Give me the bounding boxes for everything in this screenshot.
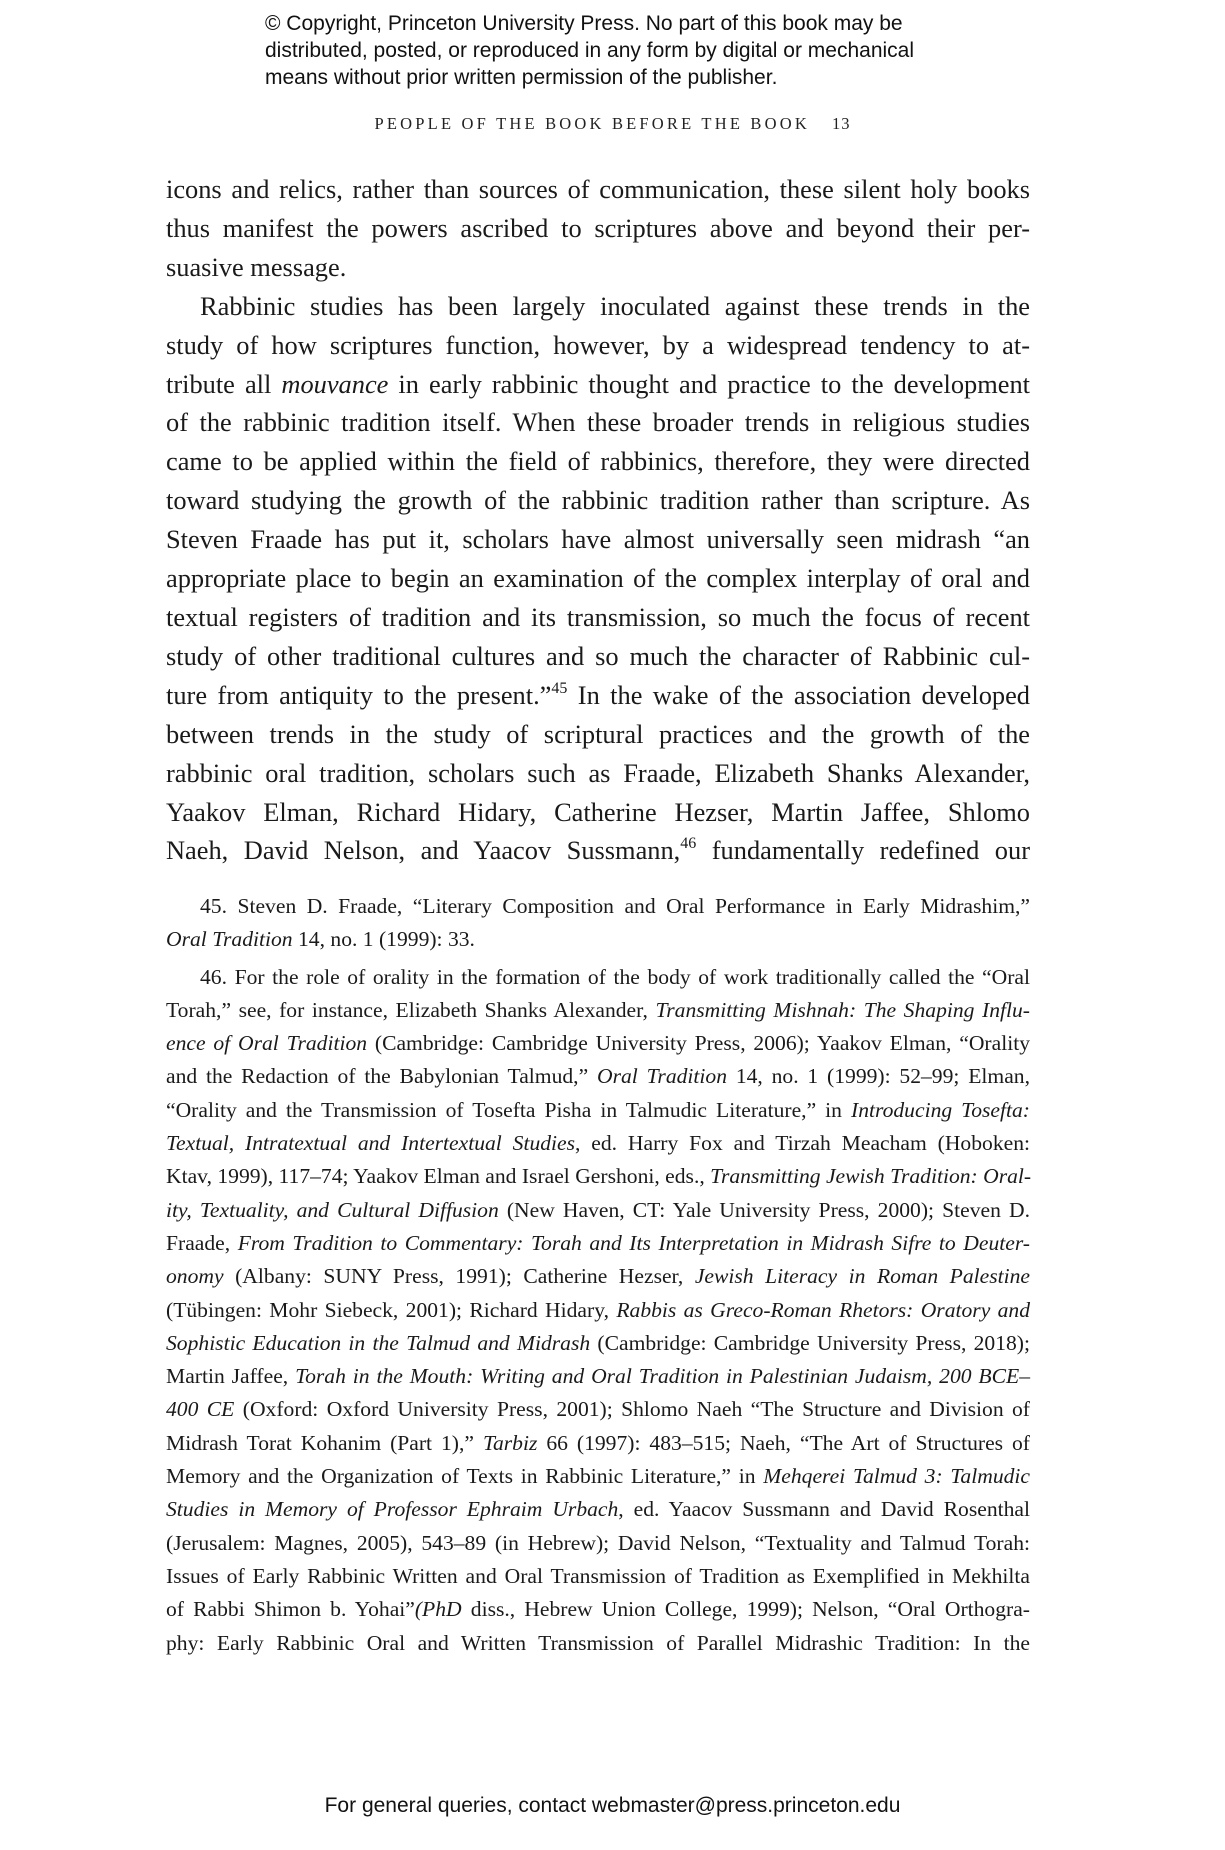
text-line: appropriate place to begin an examination of the complex interplay of oral and [166,563,1030,594]
footnote-line [166,1493,1030,1526]
page-number: 13 [831,114,851,133]
footnote-line [166,1060,1030,1093]
text-line: rabbinic oral tradition, scholars such as Fraade, Elizabeth Shanks Alexander, [166,757,1030,788]
text-run: Midrash Torat Kohanim (Part 1),” [166,1430,483,1455]
running-head [0,114,1225,134]
footnote-line: 45. Steven D. Fraade, “Literary Composition and Oral Performance in Early Midrashim,” [200,894,1030,918]
text-line: Yaakov Elman, Richard Hidary, Catherine Hezser, Martin Jaffee, Shlomo [166,796,1030,827]
text-run: (Albany: SUNY Press, 1991); Catherine Hezser, [223,1264,695,1289]
text-line [166,365,1030,404]
text-run: 14, no. 1 (1999): 52–99; Elman, [727,1064,1030,1089]
text-run: , ed. Yaacov Sussmann and David Rosenthal [618,1497,1030,1522]
footnote-line [166,1460,1030,1493]
text-run: (Oxford: Oxford University Press, 2001); Shlomo Naeh “The Structure and Division of [234,1397,1030,1422]
footnote-line [166,1127,1030,1160]
footnote-line: (Jerusalem: Magnes, 2005), 543–89 (in Hebrew); David Nelson, “Textuality and Talmud Torah: [166,1530,1030,1555]
footnote-ref-46[interactable]: 46 [680,835,697,853]
text-run: Martin Jaffee, [166,1364,296,1389]
copyright-line: © Copyright, Princeton University Press. No part of this book may be [265,12,903,35]
text-run: fundamentally redefined our [696,835,1030,866]
footnote-line: Issues of Early Rabbinic Written and Oral Transmission of Tradition as Exemplified in Mekhilta [166,1563,1030,1588]
footnote-line [166,1227,1030,1260]
footnote-46 [166,961,1030,1660]
italic-term: mouvance [281,368,389,399]
italic-term: (PhD [414,1597,462,1622]
italic-title: ence of Oral Tradition [166,1031,368,1056]
footnotes [166,890,1030,1660]
footnote-line [166,1427,1030,1460]
italic-title: Studies in Memory of Professor Ephraim Urbach [166,1497,619,1522]
footnote-line [166,1194,1030,1227]
footnote-line [166,1360,1030,1393]
italic-title: Torah in the Mouth: Writing and Oral Tradition in Palestinian Judaism, 200 BCE– [295,1364,1031,1389]
footnote-line [166,1260,1030,1293]
footnote-line [166,1593,1030,1626]
text-run: Torah,” see, for instance, Elizabeth Shanks Alexander, [166,997,656,1022]
footnote-line [166,1393,1030,1426]
italic-title: ity, Textuality, and Cultural Diffusion [166,1197,499,1222]
italic-title: Jewish Literacy in Roman Palestine [694,1264,1031,1289]
footnote-ref-45[interactable]: 45 [551,679,568,697]
italic-title: Oral Tradition [166,927,293,952]
footnote-line: 46. For the role of orality in the formation of the body of work traditionally called the “Oral [200,964,1030,989]
text-run: (New Haven, CT: Yale University Press, 2000); Steven D. [498,1197,1030,1222]
italic-title: Introducing Tosefta: [851,1097,1030,1122]
footnote-line [166,1160,1030,1193]
footnote-line [166,1094,1030,1127]
italic-title: Rabbis as Greco-Roman Rhetors: Oratory and [616,1297,1030,1322]
body-text [166,170,1030,870]
text-run: , ed. Harry Fox and Tirzah Meacham (Hoboken: [575,1131,1030,1156]
text-run: (Cambridge: Cambridge University Press, 2018); [590,1330,1030,1355]
italic-title: Sophistic Education in the Talmud and Midrash [166,1330,591,1355]
text-run: Naeh, David Nelson, and Yaacov Sussmann, [166,835,681,866]
text-line [166,676,1030,715]
text-run: (Cambridge: Cambridge University Press, 2006); Yaakov Elman, “Orality [367,1031,1030,1056]
text-run: of Rabbi Shimon b. Yohai” [166,1597,415,1622]
text-line: between trends in the study of scriptural practices and the growth of the [166,718,1030,749]
footnote-line [166,1327,1030,1360]
text-run: “Orality and the Transmission of Tosefta Pisha in Talmudic Literature,” in [166,1097,851,1122]
italic-title: From Tradition to Commentary: Torah and Its Interpretation in Midrash Sifre to Deuter- [237,1230,1030,1255]
text-run: ture from antiquity to the present.” [166,679,552,710]
text-line [166,831,1030,870]
footnote-line [166,923,1030,956]
text-run: Memory and the Organization of Texts in Rabbinic Literature,” in [166,1464,764,1489]
italic-title: Transmitting Jewish Tradition: Oral- [710,1164,1032,1189]
text-run: and the Redaction of the Babylonian Talmud,” [166,1064,597,1089]
text-line: textual registers of tradition and its transmission, so much the focus of recent [166,601,1030,632]
text-line: Steven Fraade has put it, scholars have almost universally seen midrash “an [166,524,1030,555]
footnote-line [166,994,1030,1027]
text-run: Ktav, 1999), 117–74; Yaakov Elman and Israel Gershoni, eds., [166,1164,711,1189]
text-run: in early rabbinic thought and practice to the development [388,368,1030,399]
italic-title: Mehqerei Talmud 3: Talmudic [763,1464,1030,1489]
text-line: suasive message. [166,251,347,282]
text-run: diss., Hebrew Union College, 1999); Nelson, “Oral Orthogra- [461,1597,1030,1622]
footnote-line [166,1294,1030,1327]
text-line: study of other traditional cultures and so much the character of Rabbinic cul- [166,640,1030,671]
italic-title: Transmitting Mishnah: The Shaping Influ- [655,997,1030,1022]
text-run: Fraade, [166,1230,238,1255]
copyright-line: distributed, posted, or reproduced in any form by digital or mechanical [265,39,915,62]
copyright-notice [265,10,1025,91]
footnote-45 [166,890,1030,957]
text-run: 66 (1997): 483–515; Naeh, “The Art of Structures of [537,1430,1030,1455]
italic-title: Oral Tradition [596,1064,727,1089]
text-line: came to be applied within the field of rabbinics, therefore, they were directed [166,446,1030,477]
footnote-line [166,1027,1030,1060]
text-line: of the rabbinic tradition itself. When these broader trends in religious studies [166,407,1030,438]
text-line: Rabbinic studies has been largely inoculated against these trends in the [200,290,1030,321]
text-line: icons and relics, rather than sources of communication, these silent holy books [166,174,1030,204]
copyright-line: means without prior written permission of the publisher. [265,66,778,89]
text-run: 14, no. 1 (1999): 33. [292,927,475,952]
italic-title: onomy [166,1264,224,1289]
italic-title: Textual, Intratextual and Intertextual Studies [166,1131,576,1156]
text-run: In the wake of the association developed [567,679,1030,710]
text-line: thus manifest the powers ascribed to scriptures above and beyond their per- [166,212,1030,243]
text-line: toward studying the growth of the rabbinic tradition rather than scripture. As [166,485,1030,516]
text-run: (Tübingen: Mohr Siebeck, 2001); Richard Hidary, [166,1297,617,1322]
footer-contact: For general queries, contact webmaster@press.princeton.edu [324,1794,901,1817]
italic-title: Tarbiz [482,1430,538,1455]
text-run: tribute all [166,368,282,399]
text-line: study of how scriptures function, however, by a widespread tendency to at- [166,329,1030,360]
footnote-line: phy: Early Rabbinic Oral and Written Transmission of Parallel Midrashic Tradition: In the [166,1630,1030,1655]
running-head-title: PEOPLE OF THE BOOK BEFORE THE BOOK [374,114,810,133]
italic-title: 400 CE [166,1397,235,1422]
